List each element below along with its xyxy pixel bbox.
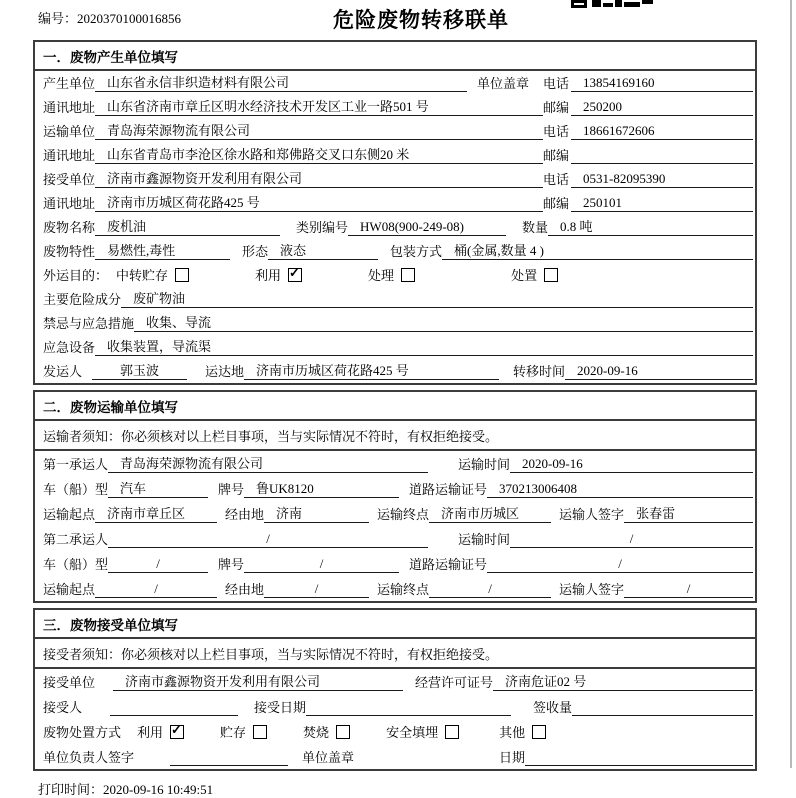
traits-value: 易燃性,毒性 — [95, 240, 230, 260]
waste-name-label: 废物名称 — [43, 220, 96, 235]
checkbox-icon — [253, 725, 267, 739]
option-label: 利用 — [137, 725, 164, 740]
origin-value: 济南市章丘区 — [95, 503, 217, 523]
qr-block — [642, 0, 653, 4]
qr-block — [624, 2, 640, 7]
shipper-value: 郭玉波 — [92, 360, 187, 380]
packing-value: 桶(金属,数量 4 ) — [442, 240, 753, 260]
vehicle-type-value: / — [108, 556, 208, 573]
row-right — [543, 193, 753, 212]
signed-quantity-label: 签收量 — [533, 700, 573, 715]
checkbox-icon — [288, 268, 302, 282]
vehicle-type-label: 车（船）型 — [43, 557, 109, 572]
address-value: 山东省济南市章丘区明水经济技术开发区工业一路501 号 — [95, 96, 543, 116]
purpose-label: 外运目的： — [43, 268, 109, 283]
endpoint-value: / — [429, 581, 551, 598]
waste-name-value: 废机油 — [95, 216, 280, 236]
zip-value: 250200 — [571, 99, 753, 116]
receive-date-value — [306, 715, 511, 716]
origin-label: 运输起点 — [43, 582, 96, 597]
category-code-label: 类别编号 — [296, 220, 349, 235]
row-right — [543, 73, 753, 92]
endpoint-label: 运输终点 — [377, 507, 430, 522]
row-shipper — [35, 359, 755, 383]
address-label: 通讯地址 — [43, 148, 96, 163]
receive-unit-label: 接受单位 — [43, 675, 96, 690]
origin-label: 运输起点 — [43, 507, 96, 522]
quantity-value: 0.8 吨 — [548, 216, 753, 236]
option-label: 焚烧 — [303, 725, 330, 740]
qr-block — [571, 0, 587, 8]
print-time — [38, 779, 796, 798]
row-receiver-address — [35, 191, 755, 215]
phone-label: 电话 — [543, 124, 570, 139]
row-first-carrier — [35, 451, 755, 476]
disposal-option-utilize — [137, 722, 184, 741]
document-number-label: 编号： — [38, 11, 78, 26]
road-permit-label: 道路运输证号 — [409, 482, 488, 497]
qr-block — [592, 0, 601, 7]
producer-unit-label: 产生单位 — [43, 76, 96, 91]
qr-code-icon — [571, 0, 661, 8]
transport-unit-label: 运输单位 — [43, 124, 96, 139]
responsible-sign-label: 单位负责人签字 — [43, 750, 135, 765]
row-left — [43, 144, 543, 164]
unit-seal-label: 单位盖章 — [302, 750, 355, 765]
print-time-value: 2020-09-16 10:49:51 — [103, 782, 214, 797]
packing-label: 包装方式 — [390, 244, 443, 259]
page-title: 危险废物转移联单 — [333, 9, 509, 32]
zip-label: 邮编 — [543, 100, 570, 115]
address-label: 通讯地址 — [43, 100, 96, 115]
license-value: 济南危证02 号 — [493, 671, 753, 691]
license-label: 经营许可证号 — [415, 675, 494, 690]
row-emergency-equipment — [35, 335, 755, 359]
address-value: 济南市历城区荷花路425 号 — [95, 192, 543, 212]
disposal-option-other — [499, 722, 546, 741]
receiver-notice: 接受者须知：你必须核对以上栏目事项，当与实际情况不符时，有权拒绝接受。 — [35, 639, 755, 669]
date-label: 日期 — [499, 750, 526, 765]
date-value — [525, 765, 753, 766]
road-permit-value: / — [487, 556, 753, 573]
producer-unit-value: 山东省永信非织造材料有限公司 — [95, 72, 467, 92]
document-number — [38, 8, 181, 27]
row-second-carrier — [35, 526, 755, 551]
road-permit-label: 道路运输证号 — [409, 557, 488, 572]
phone-label: 电话 — [543, 76, 570, 91]
transport-time-label: 运输时间 — [458, 532, 511, 547]
row-vehicle-1 — [35, 476, 755, 501]
row-route-1 — [35, 501, 755, 526]
shipper-label: 发运人 — [43, 364, 83, 379]
via-label: 经由地 — [225, 582, 265, 597]
carrier-sign-value: 张春雷 — [624, 503, 753, 523]
checkbox-icon — [532, 725, 546, 739]
purpose-option-utilize — [255, 265, 302, 284]
traits-label: 废物特性 — [43, 244, 96, 259]
checkbox-icon — [175, 268, 189, 282]
row-left — [43, 192, 543, 212]
plate-label: 牌号 — [218, 482, 245, 497]
receive-person-label: 接受人 — [43, 700, 83, 715]
section-receiver — [33, 608, 757, 771]
zip-value — [571, 163, 753, 164]
purpose-option-treat — [368, 265, 415, 284]
row-left — [43, 120, 543, 140]
first-carrier-label: 第一承运人 — [43, 457, 109, 472]
print-time-label: 打印时间： — [38, 782, 104, 797]
checkbox-icon — [336, 725, 350, 739]
row-disposal-method — [35, 719, 755, 744]
qr-block — [615, 0, 622, 7]
receive-unit-value: 济南市鑫源物资开发利用有限公司 — [113, 671, 403, 691]
phone-value: 18661672606 — [571, 123, 753, 140]
page-edge-line — [790, 0, 792, 768]
row-right — [543, 145, 753, 164]
option-label: 贮存 — [220, 725, 247, 740]
row-receiver-unit — [35, 167, 755, 191]
checkbox-icon — [544, 268, 558, 282]
receive-date-label: 接受日期 — [254, 700, 307, 715]
section2-heading: 二．废物运输单位填写 — [35, 392, 755, 421]
plate-label: 牌号 — [218, 557, 245, 572]
road-permit-value: 370213006408 — [487, 481, 753, 498]
row-receive-unit — [35, 669, 755, 694]
quantity-label: 数量 — [522, 220, 549, 235]
via-label: 经由地 — [225, 507, 265, 522]
row-producer-address — [35, 95, 755, 119]
option-label: 处理 — [368, 268, 395, 283]
document-number-value: 2020370100016856 — [77, 11, 182, 26]
checkbox-icon — [170, 725, 184, 739]
option-label: 中转贮存 — [116, 268, 169, 283]
plate-value: 鲁UK8120 — [244, 478, 399, 498]
row-waste-traits — [35, 239, 755, 263]
row-left — [43, 96, 543, 116]
row-transport-unit — [35, 119, 755, 143]
signed-quantity-value — [572, 715, 753, 716]
transport-time-value: 2020-09-16 — [510, 456, 753, 473]
transport-unit-value: 青岛海荣源物流有限公司 — [95, 120, 543, 140]
option-label: 处置 — [511, 268, 538, 283]
row-hazard-component — [35, 287, 755, 311]
zip-label: 邮编 — [543, 148, 570, 163]
row-receive-person — [35, 694, 755, 719]
disposal-method-label: 废物处置方式 — [43, 725, 122, 740]
purpose-option-storage — [116, 265, 189, 284]
second-carrier-label: 第二承运人 — [43, 532, 109, 547]
disposal-option-store — [220, 722, 267, 741]
receive-person-value — [110, 715, 238, 716]
hazard-value: 废矿物油 — [121, 288, 753, 308]
plate-value: / — [244, 556, 399, 573]
row-left — [43, 168, 543, 188]
row-right — [543, 121, 753, 140]
carrier-sign-value: / — [624, 581, 753, 598]
equipment-label: 应急设备 — [43, 340, 96, 355]
purpose-option-dispose — [511, 265, 558, 284]
equipment-value: 收集装置，导流渠 — [95, 336, 753, 356]
row-route-2 — [35, 576, 755, 601]
checkbox-icon — [401, 268, 415, 282]
destination-value: 济南市历城区荷花路425 号 — [244, 360, 499, 380]
section3-heading: 三．废物接受单位填写 — [35, 610, 755, 639]
form-body — [33, 40, 757, 771]
phone-value: 13854169160 — [571, 75, 753, 92]
section-producer — [33, 40, 757, 385]
responsible-sign-value — [170, 765, 288, 766]
transfer-time-label: 转移时间 — [513, 364, 566, 379]
carrier-sign-label: 运输人签字 — [559, 582, 625, 597]
first-carrier-value: 青岛海荣源物流有限公司 — [108, 453, 428, 473]
checkbox-icon — [445, 725, 459, 739]
via-value: 济南 — [264, 503, 369, 523]
category-code-value: HW08(900-249-08) — [348, 219, 506, 236]
option-label: 利用 — [255, 268, 282, 283]
row-emergency-measures — [35, 311, 755, 335]
disposal-option-incinerate — [303, 722, 350, 741]
transport-time-value: / — [510, 531, 753, 548]
row-producer-unit — [35, 71, 755, 95]
transfer-time-value: 2020-09-16 — [565, 363, 753, 380]
second-carrier-value: / — [108, 531, 428, 548]
disposal-option-landfill — [386, 722, 459, 741]
section-transporter — [33, 390, 757, 603]
origin-value: / — [95, 581, 217, 598]
zip-value: 250101 — [571, 195, 753, 212]
option-label: 其他 — [499, 725, 526, 740]
emergency-label: 禁忌与应急措施 — [43, 316, 135, 331]
phone-value: 0531-82095390 — [571, 171, 753, 188]
vehicle-type-label: 车（船）型 — [43, 482, 109, 497]
carrier-sign-label: 运输人签字 — [559, 507, 625, 522]
row-transfer-purpose — [35, 263, 755, 287]
row-left — [43, 72, 543, 92]
via-value: / — [264, 581, 369, 598]
form-label: 形态 — [242, 244, 269, 259]
hazard-label: 主要危险成分 — [43, 292, 122, 307]
endpoint-label: 运输终点 — [377, 582, 430, 597]
row-responsible-sign — [35, 744, 755, 769]
zip-label: 邮编 — [543, 196, 570, 211]
transporter-notice: 运输者须知：你必须核对以上栏目事项，当与实际情况不符时，有权拒绝接受。 — [35, 421, 755, 451]
row-vehicle-2 — [35, 551, 755, 576]
row-transport-address — [35, 143, 755, 167]
address-label: 通讯地址 — [43, 196, 96, 211]
qr-block — [603, 3, 613, 7]
address-value: 山东省青岛市李沧区徐水路和郑佛路交叉口东侧20 米 — [95, 144, 543, 164]
vehicle-type-value: 汽车 — [108, 478, 208, 498]
document-header — [0, 0, 796, 40]
form-value: 液态 — [268, 240, 378, 260]
row-waste-name — [35, 215, 755, 239]
phone-label: 电话 — [543, 172, 570, 187]
row-right — [543, 169, 753, 188]
unit-seal-label: 单位盖章 — [476, 76, 529, 91]
section1-heading: 一．废物产生单位填写 — [35, 42, 755, 71]
row-right — [543, 97, 753, 116]
receiver-unit-value: 济南市鑫源物资开发利用有限公司 — [95, 168, 543, 188]
endpoint-value: 济南市历城区 — [429, 503, 551, 523]
transport-time-label: 运输时间 — [458, 457, 511, 472]
destination-label: 运达地 — [205, 364, 245, 379]
option-label: 安全填埋 — [386, 725, 439, 740]
emergency-value: 收集、导流 — [134, 312, 753, 332]
receiver-unit-label: 接受单位 — [43, 172, 96, 187]
